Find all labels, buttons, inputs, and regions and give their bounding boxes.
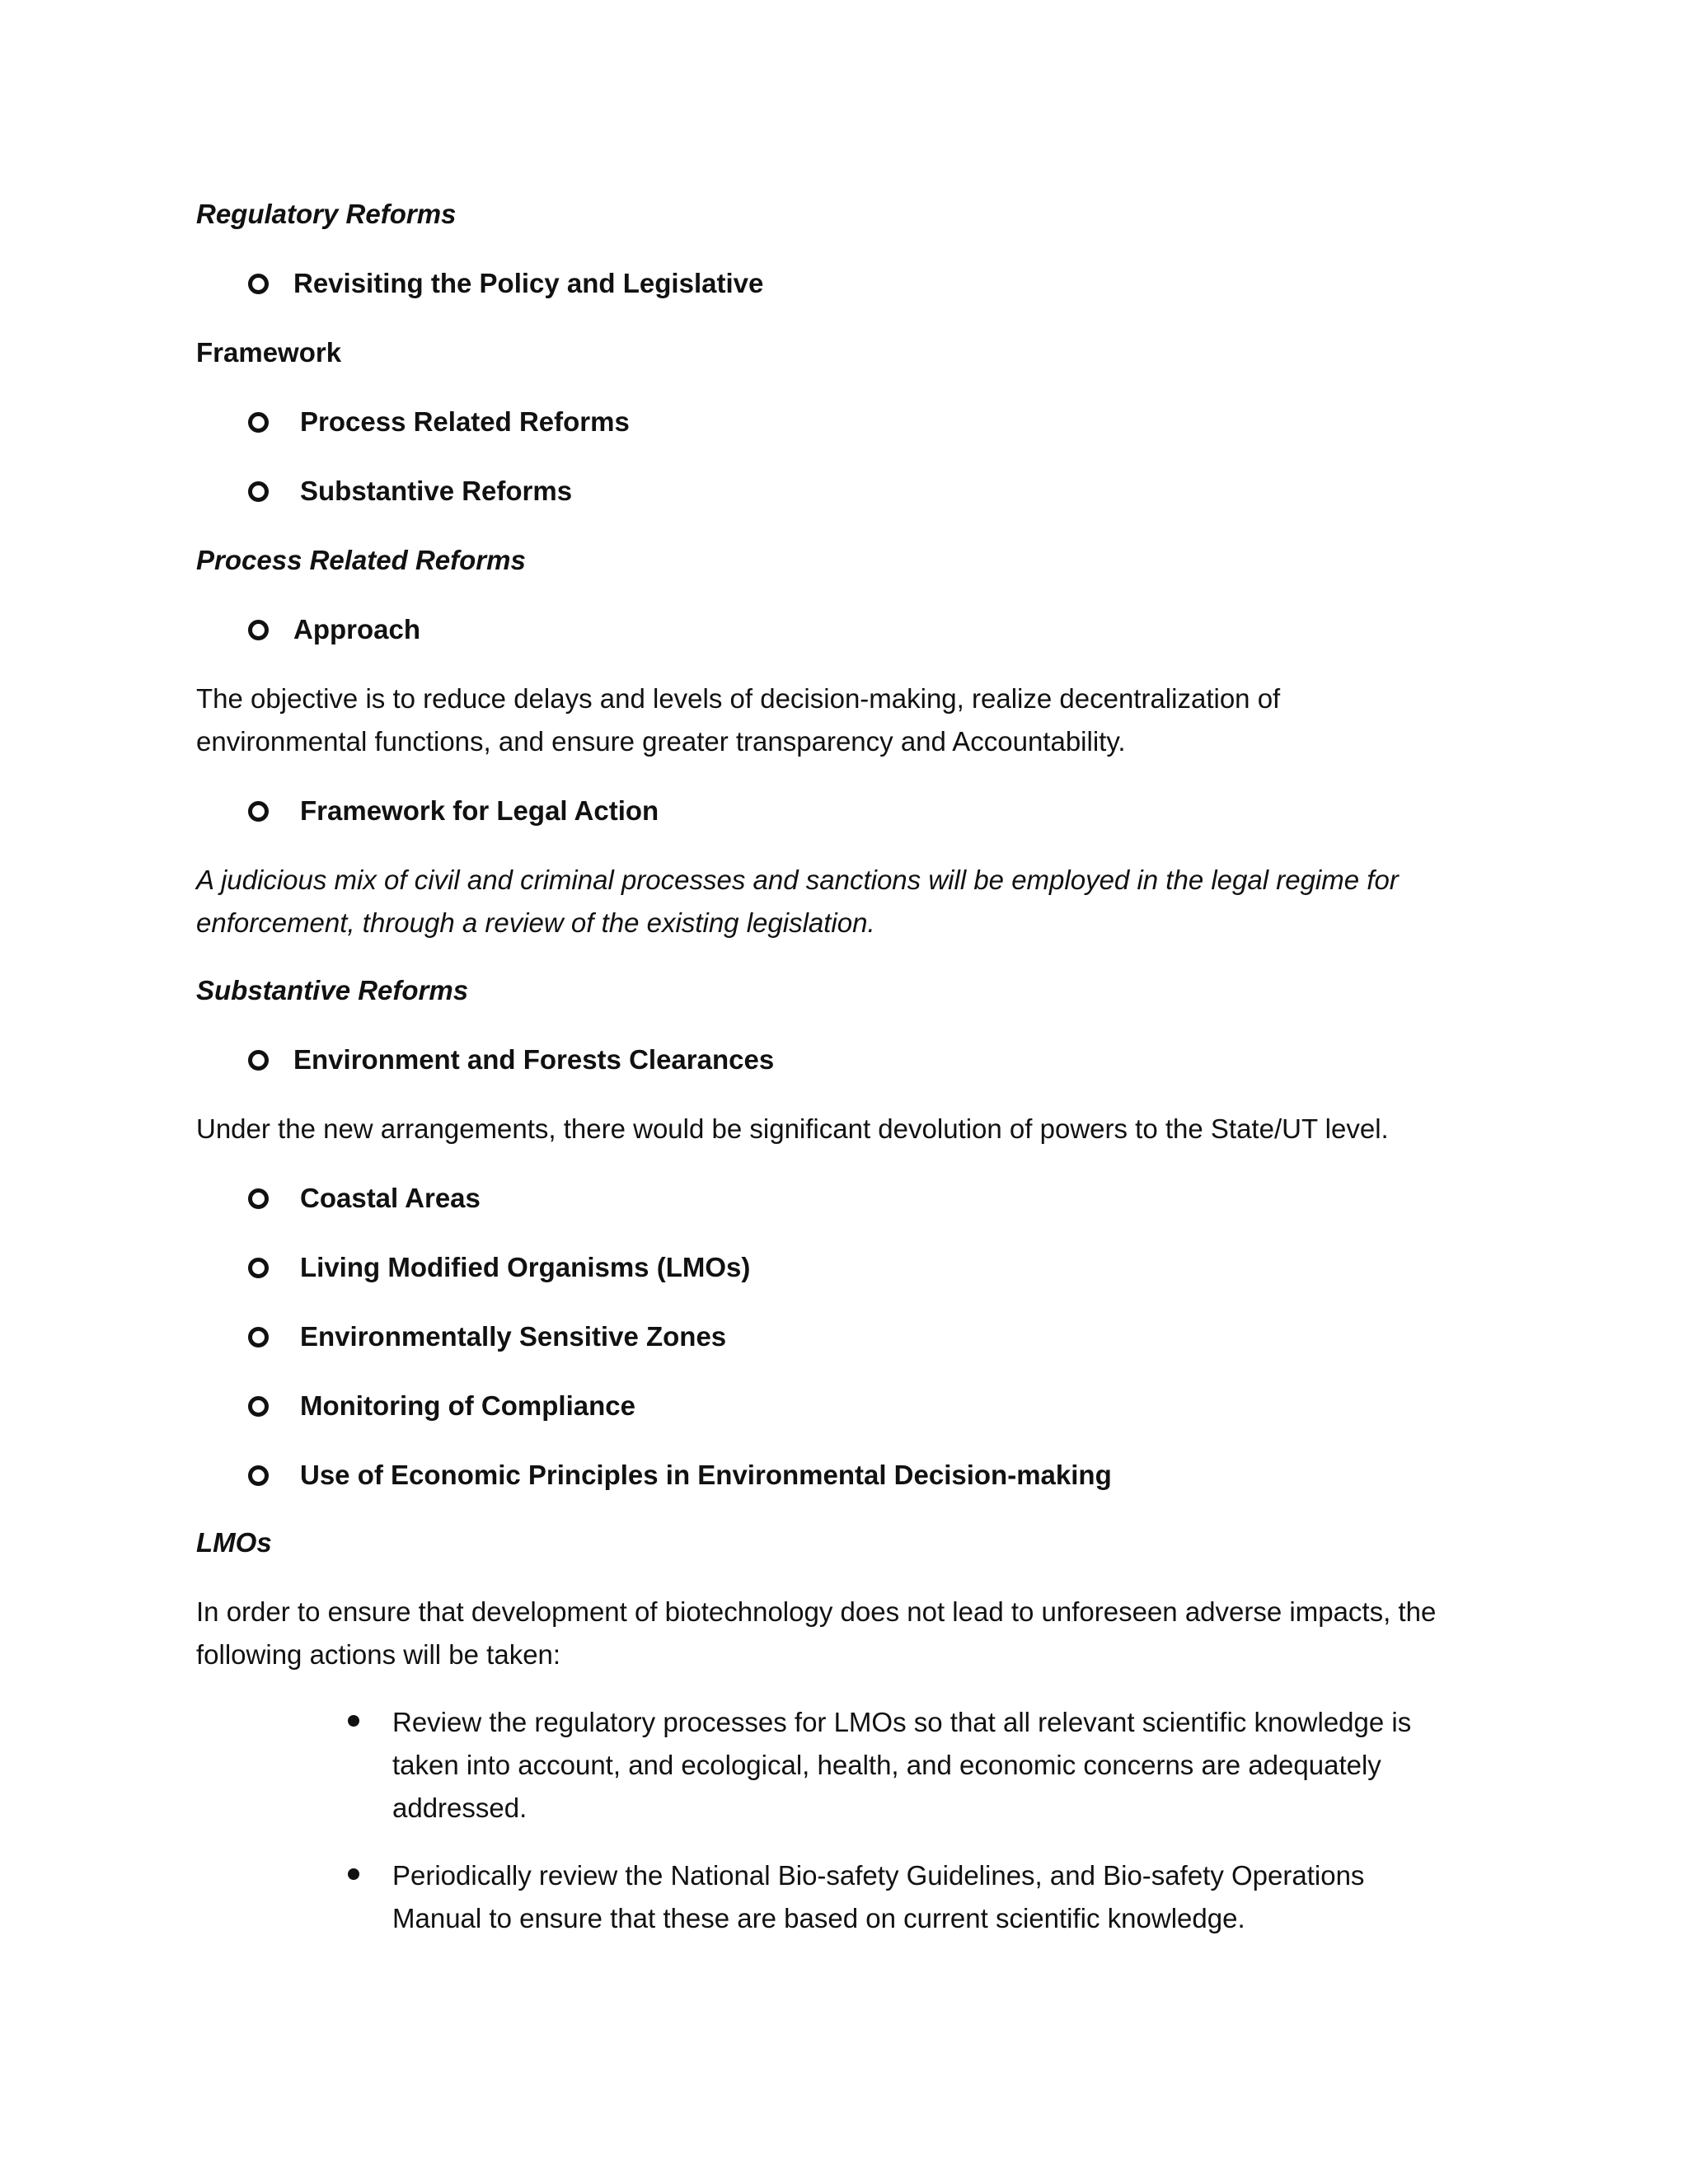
item-revisiting-policy: Revisiting the Policy and Legislative xyxy=(293,268,764,298)
heading-substantive-reforms: Substantive Reforms xyxy=(196,975,469,1005)
ring-bullet-icon xyxy=(248,1258,269,1278)
item-economic-principles: Use of Economic Principles in Environmental Decision-making xyxy=(300,1460,1112,1490)
item-coastal-areas: Coastal Areas xyxy=(300,1183,481,1213)
bullet-2-line-1: Periodically review the National Bio-safety Guidelines, and Bio-safety Operations xyxy=(392,1860,1365,1891)
ring-bullet-icon xyxy=(248,481,269,502)
lmos-intro-line-2: following actions will be taken: xyxy=(196,1639,561,1670)
ring-bullet-icon xyxy=(248,1396,269,1417)
item-monitoring-compliance: Monitoring of Compliance xyxy=(300,1390,635,1421)
ring-bullet-icon xyxy=(248,1465,269,1486)
bullet-1-line-2: taken into account, and ecological, health, and economic concerns are adequately xyxy=(392,1750,1381,1780)
heading-regulatory-reforms: Regulatory Reforms xyxy=(196,199,457,229)
bullet-dot-icon xyxy=(348,1715,359,1727)
item-framework-legal-action: Framework for Legal Action xyxy=(300,795,659,826)
heading-process-related-reforms: Process Related Reforms xyxy=(196,545,526,575)
env-forests-text: Under the new arrangements, there would be significant devolution of powers to the State/UT level. xyxy=(196,1113,1389,1144)
item-lmos: Living Modified Organisms (LMOs) xyxy=(300,1252,751,1282)
ring-bullet-icon xyxy=(248,412,269,433)
ring-bullet-icon xyxy=(248,1327,269,1347)
heading-lmos: LMOs xyxy=(196,1527,272,1558)
bullet-2-line-2: Manual to ensure that these are based on current scientific knowledge. xyxy=(392,1903,1245,1933)
ring-bullet-icon xyxy=(248,801,269,822)
item-sensitive-zones: Environmentally Sensitive Zones xyxy=(300,1321,727,1352)
bullet-dot-icon xyxy=(348,1868,359,1880)
item-revisiting-policy-cont: Framework xyxy=(196,337,342,368)
ring-bullet-icon xyxy=(248,1188,269,1209)
bullet-1-line-1: Review the regulatory processes for LMOs so that all relevant scientific knowledge is xyxy=(392,1707,1412,1737)
legal-text-line-1: A judicious mix of civil and criminal processes and sanctions will be employed in the legal regime for xyxy=(196,865,1399,895)
approach-text-line-2: environmental functions, and ensure greater transparency and Accountability. xyxy=(196,726,1126,757)
item-approach: Approach xyxy=(293,614,421,644)
bullet-1-line-3: addressed. xyxy=(392,1793,528,1823)
ring-bullet-icon xyxy=(248,274,269,294)
ring-bullet-icon xyxy=(248,620,269,640)
legal-text-line-2: enforcement, through a review of the existing legislation. xyxy=(196,907,875,938)
ring-bullet-icon xyxy=(248,1050,269,1071)
approach-text-line-1: The objective is to reduce delays and levels of decision-making, realize decentralization of xyxy=(196,683,1281,714)
item-substantive-reforms: Substantive Reforms xyxy=(300,476,573,506)
lmos-intro-line-1: In order to ensure that development of biotechnology does not lead to unforeseen adverse impacts, the xyxy=(196,1596,1437,1627)
item-environment-forests: Environment and Forests Clearances xyxy=(293,1044,775,1075)
item-process-related-reforms: Process Related Reforms xyxy=(300,406,630,437)
